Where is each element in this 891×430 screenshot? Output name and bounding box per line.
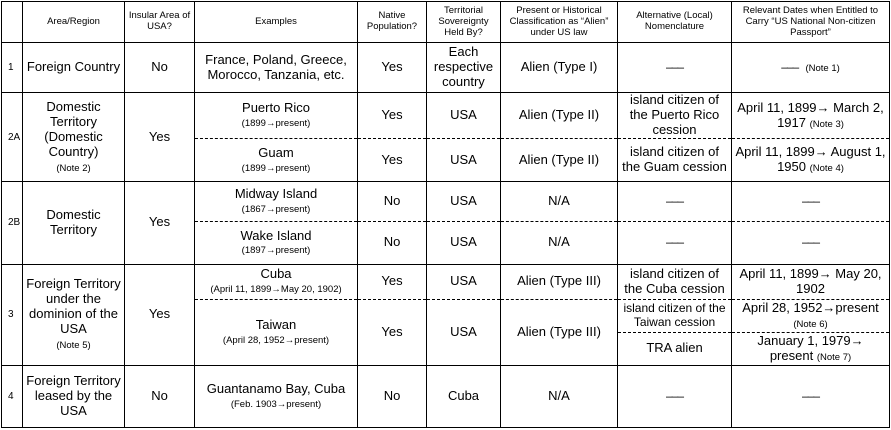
header-dates: Relevant Dates when Entitled to Carry “US National Non-citizen Passport” <box>732 2 890 43</box>
classification-cell: Alien (Type II) <box>501 139 618 182</box>
classification-cell: N/A <box>501 365 618 427</box>
example-cell <box>195 365 358 427</box>
dates-cell <box>732 299 890 332</box>
dates-value: ––– <box>781 60 799 75</box>
sovereignty-cell: Each respective country <box>427 43 501 93</box>
sovereignty-cell: Cuba <box>427 365 501 427</box>
area-cell: Domestic Territory <box>23 182 125 264</box>
nomenclature-cell: island citizen of the Guam cession <box>618 139 732 182</box>
insular-cell: No <box>125 43 195 93</box>
example-cell <box>195 222 358 264</box>
table-row <box>2 93 890 139</box>
header-insular: Insular Area of USA? <box>125 2 195 43</box>
example-name: Wake Island <box>240 227 312 243</box>
area-cell: Foreign Territory leased by the USA <box>23 365 125 427</box>
example-period: (1867→present) <box>241 204 311 216</box>
nomenclature-cell: island citizen of the Cuba cession <box>618 264 732 299</box>
dates-cell <box>732 43 890 93</box>
dates-note: (Note 3) <box>809 118 844 130</box>
dates-cell <box>732 222 890 264</box>
header-sovereignty: Territorial Sovereignty Held By? <box>427 2 501 43</box>
classification-cell: N/A <box>501 182 618 222</box>
dates-cell <box>732 93 890 139</box>
nomenclature-cell: island citizen of the Puerto Rico cession <box>618 93 732 139</box>
example-name: Guantanamo Bay, Cuba <box>206 380 346 396</box>
nomenclature-cell: TRA alien <box>618 332 732 365</box>
example-cell <box>195 299 358 365</box>
nomenclature-value: ––– <box>665 235 684 250</box>
native-cell: No <box>358 182 427 222</box>
native-cell: Yes <box>358 43 427 93</box>
sovereignty-cell: USA <box>427 299 501 365</box>
row-number: 4 <box>2 365 23 427</box>
classification-cell: Alien (Type I) <box>501 43 618 93</box>
example-period: (Feb. 1903→present) <box>230 398 322 410</box>
example-name: Cuba <box>260 266 292 282</box>
dates-value: ––– <box>801 235 820 250</box>
insular-cell: Yes <box>125 182 195 264</box>
native-cell: No <box>358 222 427 264</box>
dates-value: January 1, 1979→ present <box>757 332 864 363</box>
nomenclature-cell <box>618 43 732 93</box>
header-num <box>2 2 23 43</box>
native-cell: Yes <box>358 264 427 299</box>
example-cell <box>195 93 358 139</box>
dates-note: (Note 4) <box>809 163 844 175</box>
nomenclature-cell <box>618 182 732 222</box>
insular-cell: No <box>125 365 195 427</box>
classification-cell: Alien (Type III) <box>501 299 618 365</box>
nomenclature-value: ––– <box>665 194 684 209</box>
example-period: (1897→present) <box>241 245 311 257</box>
territory-classification-table <box>1 1 890 428</box>
table-row <box>2 43 890 93</box>
table-row <box>2 182 890 222</box>
native-cell: Yes <box>358 139 427 182</box>
dates-note: (Note 6) <box>793 318 828 330</box>
example-name: Puerto Rico <box>242 100 310 116</box>
dates-note: (Note 1) <box>805 63 840 75</box>
dates-note: (Note 7) <box>816 351 852 363</box>
table-row <box>2 365 890 427</box>
dates-value: ––– <box>801 194 820 209</box>
example-period: (April 11, 1899→May 20, 1902) <box>210 284 342 296</box>
area-note: (Note 5) <box>56 340 91 352</box>
nomenclature-value: ––– <box>665 60 684 75</box>
header-native: Native Population? <box>358 2 427 43</box>
header-classification: Present or Historical Classification as “Alien” under US law <box>501 2 618 43</box>
example-cell: France, Poland, Greece, Morocco, Tanzania, etc. <box>195 43 358 93</box>
dates-cell <box>732 332 890 365</box>
area-label: Domestic Territory (Domestic Country) <box>44 98 103 159</box>
table-row <box>2 264 890 299</box>
dates-cell: April 11, 1899→ May 20, 1902 <box>732 264 890 299</box>
classification-cell: Alien (Type II) <box>501 93 618 139</box>
native-cell: Yes <box>358 299 427 365</box>
nomenclature-cell <box>618 365 732 427</box>
native-cell: Yes <box>358 93 427 139</box>
nomenclature-value: ––– <box>665 388 684 403</box>
example-period: (1899→present) <box>241 162 311 174</box>
dates-cell <box>732 182 890 222</box>
dates-cell <box>732 139 890 182</box>
insular-cell: Yes <box>125 264 195 365</box>
classification-cell: N/A <box>501 222 618 264</box>
header-area: Area/Region <box>23 2 125 43</box>
row-number: 3 <box>2 264 23 365</box>
dates-cell <box>732 365 890 427</box>
dates-value: April 11, 1899→ March 2, 1917 <box>737 99 884 130</box>
header-row <box>2 2 890 43</box>
row-number: 1 <box>2 43 23 93</box>
dates-value: April 28, 1952→present <box>742 299 879 315</box>
example-cell <box>195 182 358 222</box>
dates-value: April 11, 1899→ August 1, 1950 <box>735 144 886 175</box>
area-cell <box>23 264 125 365</box>
sovereignty-cell: USA <box>427 93 501 139</box>
area-cell <box>23 93 125 182</box>
sovereignty-cell: USA <box>427 139 501 182</box>
example-cell <box>195 139 358 182</box>
dates-value: ––– <box>801 388 820 403</box>
example-period: (April 28, 1952→present) <box>222 334 330 346</box>
sovereignty-cell: USA <box>427 264 501 299</box>
row-number: 2B <box>2 182 23 264</box>
nomenclature-cell <box>618 222 732 264</box>
header-nomenclature: Alternative (Local) Nomenclature <box>618 2 732 43</box>
row-number: 2A <box>2 93 23 182</box>
example-name: Midway Island <box>234 186 318 202</box>
sovereignty-cell: USA <box>427 222 501 264</box>
example-name: Taiwan <box>255 316 297 332</box>
example-name: Guam <box>258 144 294 160</box>
area-label: Foreign Territory under the dominion of the USA <box>26 276 121 337</box>
area-cell: Foreign Country <box>23 43 125 93</box>
example-cell <box>195 264 358 299</box>
example-period: (1899→present) <box>241 118 311 130</box>
sovereignty-cell: USA <box>427 182 501 222</box>
insular-cell: Yes <box>125 93 195 182</box>
nomenclature-cell: island citizen of the Taiwan cession <box>618 299 732 332</box>
native-cell: No <box>358 365 427 427</box>
area-note: (Note 2) <box>56 162 91 174</box>
classification-cell: Alien (Type III) <box>501 264 618 299</box>
header-examples: Examples <box>195 2 358 43</box>
